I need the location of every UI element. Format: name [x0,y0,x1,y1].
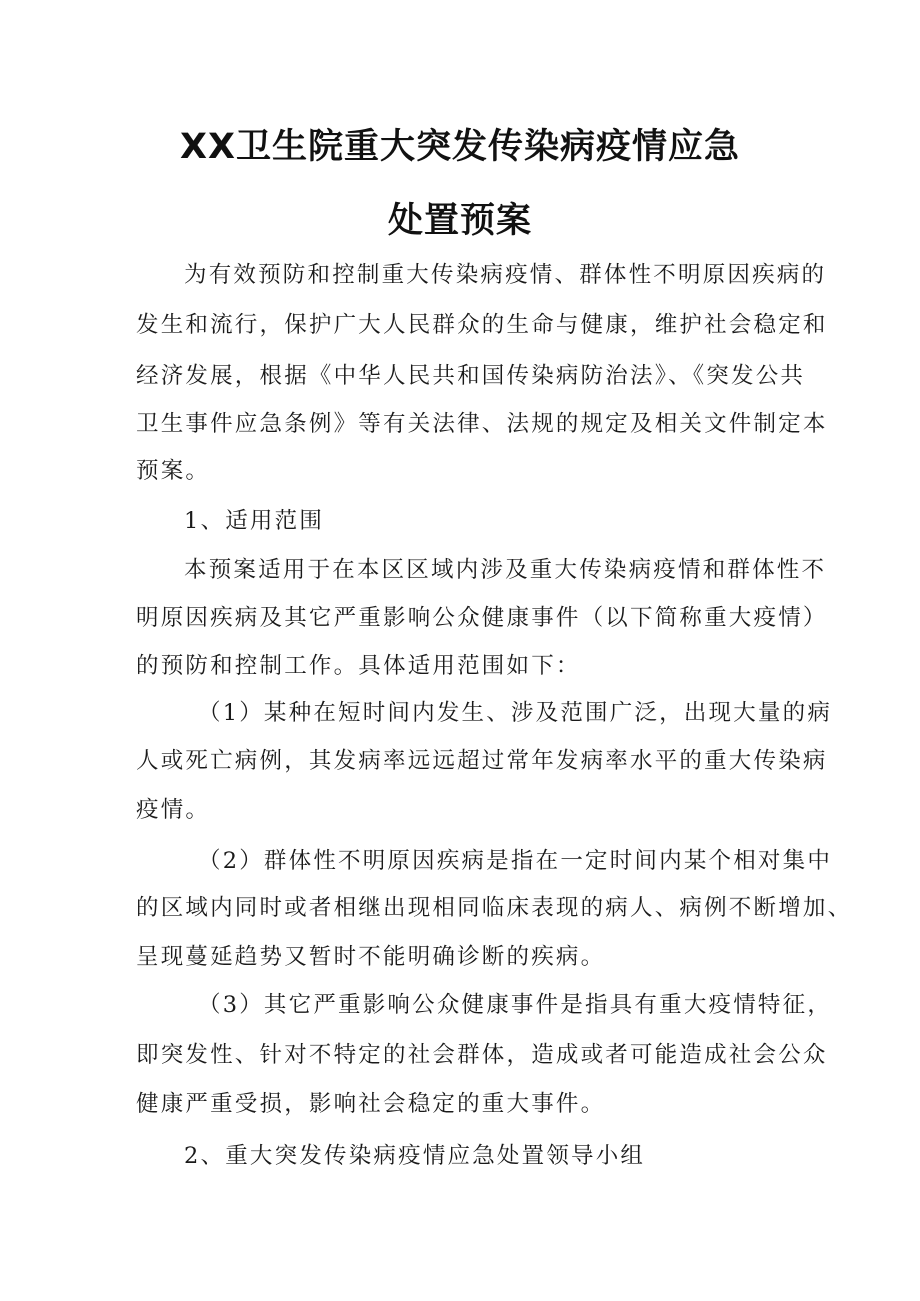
intro-line-4: 卫生事件应急条例》等有关法律、法规的规定及相关文件制定本 [136,411,828,437]
intro-line-5: 预案。 [136,458,211,484]
intro-line-3: 经济发展，根据《中华人民共和国传染病防治法》、《突发公共 [136,363,806,389]
item-2-line-3: 呈现蔓延趋势又暂时不能明确诊断的疾病。 [136,944,606,970]
item-1-line-1: （1）某种在短时间内发生、涉及范围广泛，出现大量的病 [198,700,833,726]
item-2-line-1: （2）群体性不明原因疾病是指在一定时间内某个相对集中 [198,848,833,874]
intro-line-2: 发生和流行，保护广大人民群众的生命与健康，维护社会稳定和 [136,312,828,338]
section-1-heading: 1、适用范围 [184,508,325,534]
item-1-line-3: 疫情。 [136,797,211,823]
section-2-heading: 2、重大突发传染病疫情应急处置领导小组 [184,1143,646,1169]
item-3-line-2: 即突发性、针对不特定的社会群体，造成或者可能造成社会公众 [136,1042,828,1068]
item-2-line-2: 的区域内同时或者相继出现相同临床表现的病人、病例不断增加、 [136,895,853,921]
section-1-para-line-3: 的预防和控制工作。具体适用范围如下： [136,653,581,679]
item-1-line-2: 人或死亡病例，其发病率远远超过常年发病率水平的重大传染病 [136,748,828,774]
item-3-line-3: 健康严重受损，影响社会稳定的重大事件。 [136,1091,606,1117]
intro-line-1: 为有效预防和控制重大传染病疫情、群体性不明原因疾病的 [184,262,827,288]
document-title-line-2: 处置预案 [387,201,532,241]
section-1-para-line-1: 本预案适用于在本区区域内涉及重大传染病疫情和群体性不 [184,557,827,583]
document-title-line-1: XX卫生院重大突发传染病疫情应急 [180,127,740,167]
section-1-para-line-2: 明原因疾病及其它严重影响公众健康事件（以下简称重大疫情） [136,605,828,631]
item-3-line-1: （3）其它严重影响公众健康事件是指具有重大疫情特征， [198,992,833,1018]
